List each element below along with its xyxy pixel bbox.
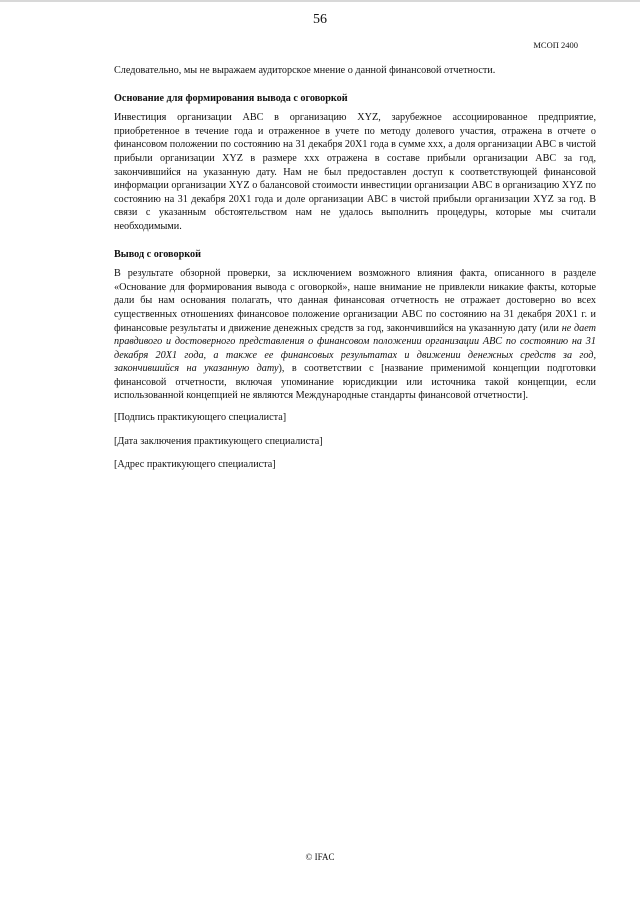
conclusion-text-start: В результате обзорной проверки, за исключением возможного влияния факта, описанного в разделе «Основание для формирования вывода с оговоркой», наше внимание не привлекли никакие факты, которые дали бы нам основания полагать, что данная финансовая отчетность не отражает достоверно во всех существенных отношениях финансовое положение организации ABC по состоянию на 31 декабря 20X1 г. и финансовые результаты и движение денежных средств за год, закончившийся на указанную дату (или — [114, 268, 596, 334]
standard-code: МСОП 2400 — [533, 40, 578, 50]
section-spacer — [114, 403, 596, 411]
disclaimer-sentence: Следовательно, мы не выражаем аудиторское мнение о данной финансовой отчетности. — [114, 65, 496, 76]
copyright-footer: © IFAC — [305, 852, 335, 862]
date-placeholder: [Дата заключения практикующего специалиста] — [114, 435, 323, 447]
basis-heading: Основание для формирования вывода с оговоркой — [114, 92, 348, 104]
conclusion-text-italic: не дает правдивого и достоверного представления о финансовом положении организации ABC по состоянию на 31 декабря 20X1 года, а также ее финансовых результатах и движении денежных средств за год, закончившийся на указанную дату — [114, 322, 596, 375]
page-top-edge — [0, 0, 640, 2]
address-placeholder: [Адрес практикующего специалиста] — [114, 459, 276, 471]
conclusion-text-end: ), в соответствии с [название применимой концепции подготовки финансовой отчетности, включая упоминание юрисдикции или источника такой концепции, если использованной концепцией не являются Международные стандарты финансовой отчетности]. — [114, 363, 596, 402]
conclusion-heading: Вывод с оговоркой — [114, 248, 201, 260]
document-body — [114, 64, 596, 482]
signature-placeholder: [Подпись практикующего специалиста] — [114, 412, 287, 424]
conclusion-paragraph — [114, 267, 596, 403]
basis-paragraph: Инвестиция организации ABC в организацию XYZ, зарубежное ассоциированное предприятие, приобретенное в течение года и отраженное в учете по методу долевого участия, отражена в отчете о финансовом положении по состоянию на 31 декабря 20X1 года в сумме xxx, а доля организации ABC в чистой прибыли организации XYZ в размере xxx отражена в составе прибыли организации ABC за год, закончившийся на указанную дату. Нам не был предоставлен доступ к соответствующей финансовой информации организации XYZ о балансовой стоимости инвестиции организации ABC в организацию XYZ по состоянию на 31 декабря 20X1 года и доле организации ABC в чистой прибыли организации XYZ за год. В связи с указанным обстоятельством нам не удалось выполнить процедуры, которые мы считали необходимыми. — [114, 112, 596, 232]
page-number: 56 — [313, 12, 327, 27]
